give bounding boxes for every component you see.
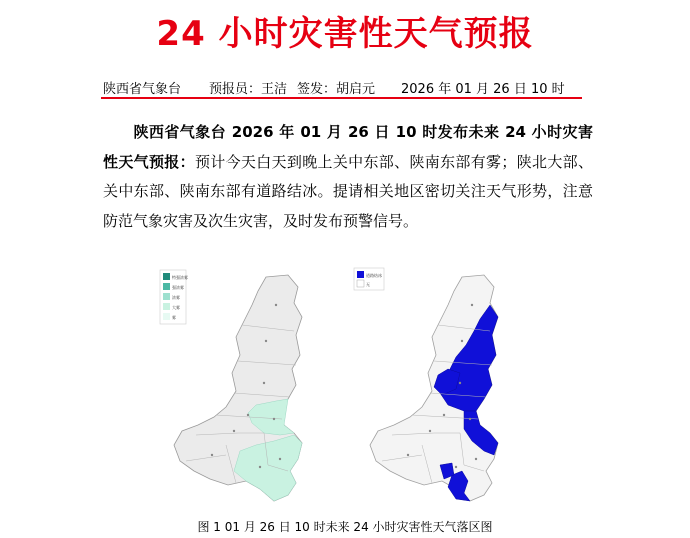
legend-swatch bbox=[163, 273, 170, 280]
fog-legend bbox=[160, 270, 188, 324]
agency-label: 陕西省气象台 bbox=[103, 82, 182, 97]
fog-map-svg bbox=[156, 265, 331, 510]
legend-label: 大雾 bbox=[172, 305, 180, 310]
issue-datetime: 2026 年 01 月 26 日 10 时 bbox=[401, 82, 565, 97]
legend-swatch bbox=[357, 280, 364, 287]
forecast-text: 预计今天白天到晚上关中东部、陕南东部有雾；陕北大部、关中东部、陕南东部有道路结冰。提请相关地区密切关注天气形势，注意防范气象灾害及次生灾害，及时发布预警信号。 bbox=[103, 152, 593, 230]
issue-info bbox=[103, 78, 581, 98]
legend-label: 雾 bbox=[172, 315, 176, 320]
road-ice-map-svg bbox=[344, 265, 529, 510]
forecaster-label: 预报员：王洁 bbox=[209, 82, 288, 97]
ice-legend bbox=[354, 268, 384, 290]
legend-swatch bbox=[163, 313, 170, 320]
signer-label: 签发：胡启元 bbox=[297, 82, 376, 97]
header-divider bbox=[101, 97, 582, 99]
forecast-lead: 陕西省气象台 2026 年 01 月 26 日 10 时发布未来 24 小时灾害性天气预报： bbox=[103, 123, 593, 171]
legend-label: 道路结冰 bbox=[366, 273, 382, 278]
legend-swatch bbox=[163, 283, 170, 290]
legend-label: 无 bbox=[366, 282, 370, 287]
legend-swatch bbox=[163, 303, 170, 310]
legend-label: 浓雾 bbox=[172, 295, 180, 300]
figure-caption: 图 1 01 月 26 日 10 时未来 24 小时灾害性天气落区图 bbox=[197, 520, 493, 534]
forecast-paragraph bbox=[103, 118, 593, 236]
legend-swatch bbox=[163, 293, 170, 300]
fog-map bbox=[156, 265, 331, 510]
legend-label: 强浓雾 bbox=[172, 285, 184, 290]
page-title: 24 小时灾害性天气预报 bbox=[156, 14, 534, 54]
legend-swatch bbox=[357, 271, 364, 278]
legend-label: 特强浓雾 bbox=[172, 275, 188, 280]
road-ice-map bbox=[344, 265, 529, 510]
